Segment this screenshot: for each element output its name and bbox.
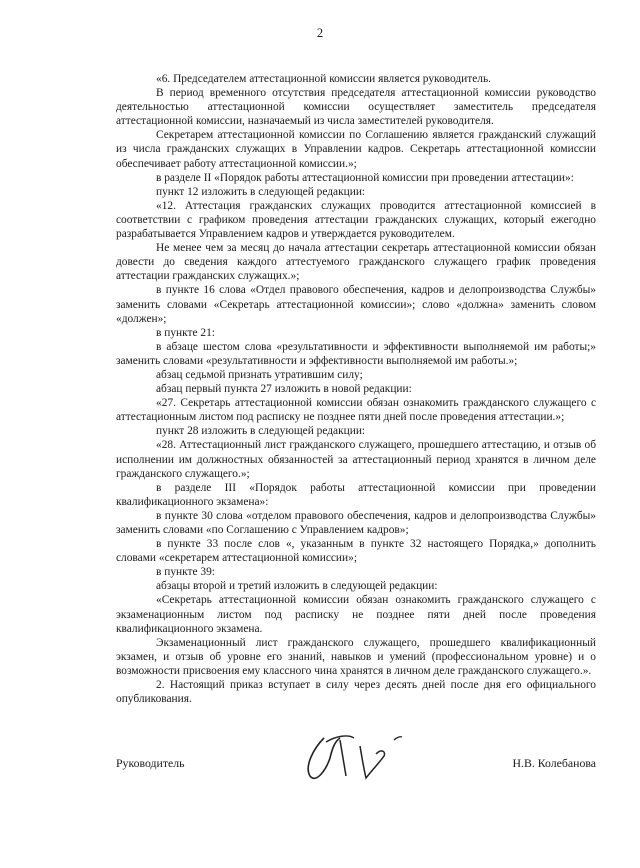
page-number: 2	[316, 26, 324, 40]
paragraph: «28. Аттестационный лист гражданского служащего, прошедшего аттестацию, и отзыв об исполнении им должностных обязанностей за аттестационный период хранятся в личном деле гражданского служащего.»;	[116, 439, 596, 480]
signature	[296, 728, 416, 788]
paragraph: абзац первый пункта 27 изложить в новой редакции:	[156, 383, 412, 396]
paragraph: Не менее чем за месяц до начала аттестации секретарь аттестационной комиссии обязан довести до сведения каждого аттестуемого гражданского служащего график проведения аттестации гражданских служащих.»;	[116, 242, 596, 283]
paragraph: абзац седьмой признать утратившим силу;	[156, 368, 363, 381]
signatory-name: Н.В. Колебанова	[512, 756, 596, 770]
signatory-title: Руководитель	[116, 756, 185, 770]
paragraph: в пункте 39:	[156, 566, 215, 579]
paragraph: В период временного отсутствия председателя аттестационной комиссии руководство деятельностью аттестационной комиссии осуществляет заместитель председателя аттестационной комиссии, назначаемый из числа заместителей руководителя.	[116, 87, 596, 128]
paragraph: «27. Секретарь аттестационной комиссии обязан ознакомить гражданского служащего с аттестационным листом под расписку не позднее пяти дней после проведения аттестации.»;	[116, 397, 596, 424]
paragraph: 2. Настоящий приказ вступает в силу через десять дней после дня его официального опубликования.	[116, 679, 596, 706]
paragraph: Секретарем аттестационной комиссии по Соглашению является гражданский служащий из числа гражданских служащих в Управлении кадров. Секретарь аттестационной комиссии обеспечивает работу аттестационной комиссии.»;	[116, 129, 596, 170]
paragraph: в разделе II «Порядок работы аттестационной комиссии при проведении аттестации»:	[156, 171, 574, 184]
document-body	[116, 72, 596, 706]
paragraph: «Секретарь аттестационной комиссии обязан ознакомить гражданского служащего с экзаменационным листом под расписку не позднее пяти дней после проведения квалификационного экзамена.	[116, 594, 596, 635]
paragraph: «6. Председателем аттестационной комиссии является руководитель.	[156, 73, 491, 85]
paragraph: в пункте 30 слова «отделом правового обеспечения, кадров и делопроизводства Службы» заменить словами «по Соглашению с Управлением кадров»;	[116, 509, 596, 536]
paragraph: в абзаце шестом слова «результативности и эффективности выполняемой им работы;» заменить словами «результативности и эффективности выполняемой им работы.»;	[116, 340, 596, 367]
paragraph: пункт 28 изложить в следующей редакции:	[156, 425, 366, 438]
paragraph: абзацы второй и третий изложить в следующей редакции:	[156, 580, 438, 593]
paragraph: пункт 12 изложить в следующей редакции:	[156, 185, 366, 198]
paragraph: Экзаменационный лист гражданского служащего, прошедшего квалификационный экзамен, и отзыв об уровне его знаний, навыков и умений (профессиональном уровне) и о возможности присвоения ему классного чина хранятся в личном деле гражданского служащего.».	[116, 636, 596, 677]
paragraph: «12. Аттестация гражданских служащих проводится аттестационной комиссией в соответствии с графиком проведения аттестации гражданских служащих, который ежегодно разрабатывается Управлением кадров и утверждается руководителем.	[116, 199, 596, 241]
paragraph: в пункте 33 после слов «, указанным в пункте 32 настоящего Порядка,» дополнить словами «секретарем аттестационной комиссии»;	[116, 538, 596, 565]
paragraph: в разделе III «Порядок работы аттестационной комиссии при проведении квалификационного экзамена»:	[116, 481, 596, 508]
paragraph: в пункте 21:	[156, 326, 215, 339]
paragraph: в пункте 16 слова «Отдел правового обеспечения, кадров и делопроизводства Службы» заменить словами «Секретарь аттестационной комиссии»; слово «должна» заменить словом «должен»;	[116, 284, 596, 325]
